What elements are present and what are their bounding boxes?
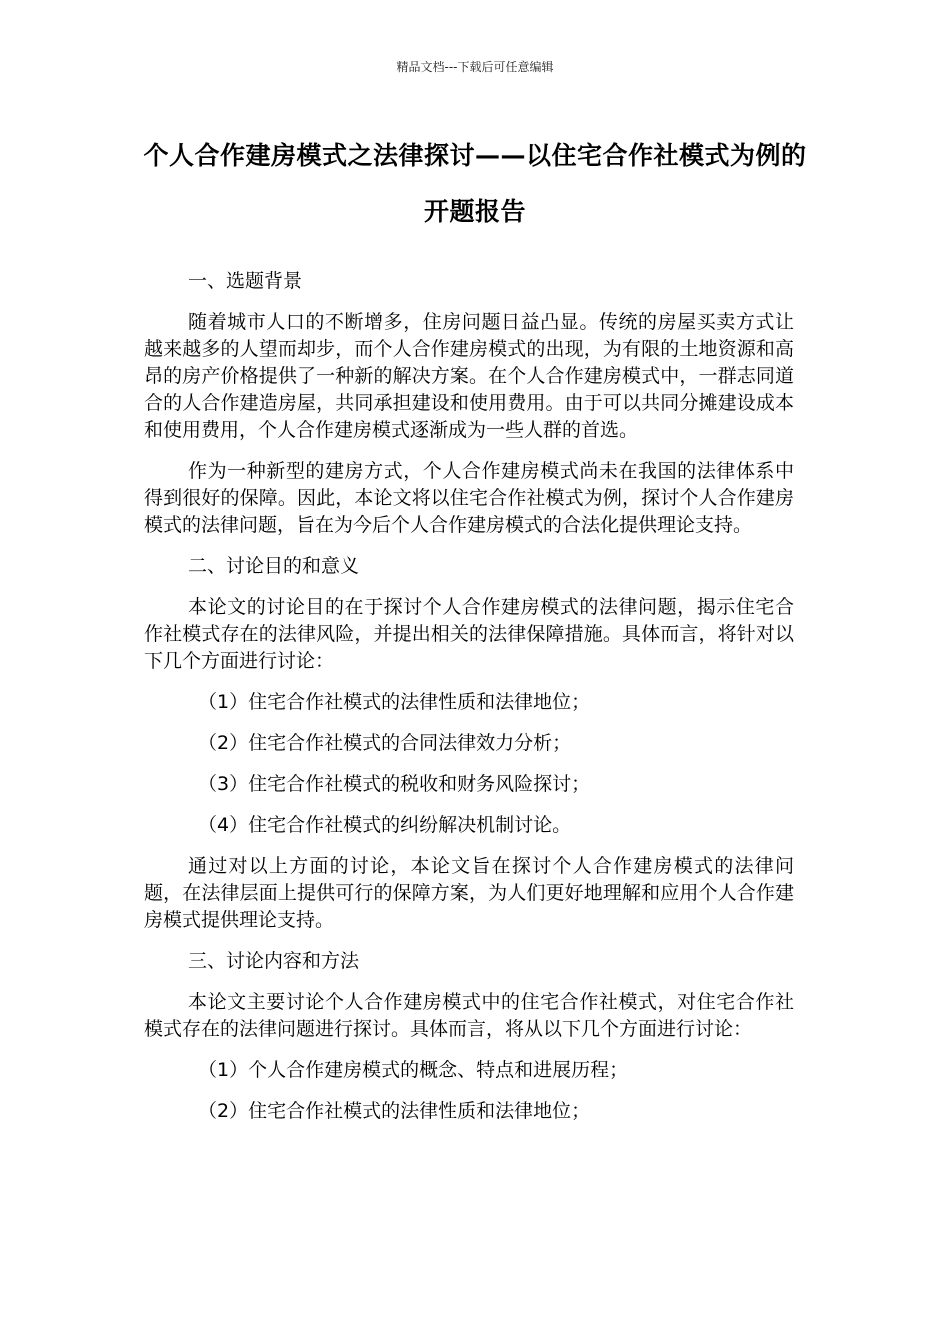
section-content-method — [144, 948, 794, 1125]
list-item: （1）住宅合作社模式的法律性质和法律地位； — [198, 691, 591, 713]
list-item: （4）住宅合作社模式的纠纷解决机制讨论。 — [198, 814, 572, 836]
document-body — [144, 268, 794, 1139]
section-heading: 一、选题背景 — [188, 270, 303, 292]
list-item: （3）住宅合作社模式的税收和财务风险探讨； — [198, 773, 591, 795]
list-item: （2）住宅合作社模式的法律性质和法律地位； — [198, 1100, 591, 1122]
section-heading: 二、讨论目的和意义 — [188, 555, 360, 577]
list-item: （1）个人合作建房模式的概念、特点和进展历程； — [198, 1059, 629, 1081]
document-title: 个人合作建房模式之法律探讨——以住宅合作社模式为例的开题报告 — [143, 141, 807, 226]
section-background — [144, 268, 794, 539]
paragraph: 随着城市人口的不断增多，住房问题日益凸显。传统的房屋买卖方式让越来越多的人望而却步，而个人合作建房模式的出现，为有限的土地资源和高昂的房产价格提供了一种新的解决方案。在个人合作建房模式中，一群志同道合的人合作建造房屋，共同承担建设和使用费用。由于可以共同分摊建设成本和使用费用，个人合作建房模式逐渐成为一些人群的首选。 — [144, 311, 794, 441]
paragraph: 作为一种新型的建房方式，个人合作建房模式尚未在我国的法律体系中得到很好的保障。因此，本论文将以住宅合作社模式为例，探讨个人合作建房模式的法律问题，旨在为今后个人合作建房模式的合法化提供理论支持。 — [144, 460, 794, 536]
paragraph: 通过对以上方面的讨论，本论文旨在探讨个人合作建房模式的法律问题，在法律层面上提供可行的保障方案，为人们更好地理解和应用个人合作建房模式提供理论支持。 — [144, 855, 794, 931]
list-item: （2）住宅合作社模式的合同法律效力分析； — [198, 732, 572, 754]
paragraph: 本论文主要讨论个人合作建房模式中的住宅合作社模式，对住宅合作社模式存在的法律问题进行探讨。具体而言，将从以下几个方面进行讨论： — [144, 991, 794, 1040]
section-purpose — [144, 553, 794, 934]
section-heading: 三、讨论内容和方法 — [188, 950, 360, 972]
paragraph: 本论文的讨论目的在于探讨个人合作建房模式的法律问题，揭示住宅合作社模式存在的法律风险，并提出相关的法律保障措施。具体而言，将针对以下几个方面进行讨论： — [144, 596, 794, 672]
header-note: 精品文档---下载后可任意编辑 — [396, 60, 554, 74]
